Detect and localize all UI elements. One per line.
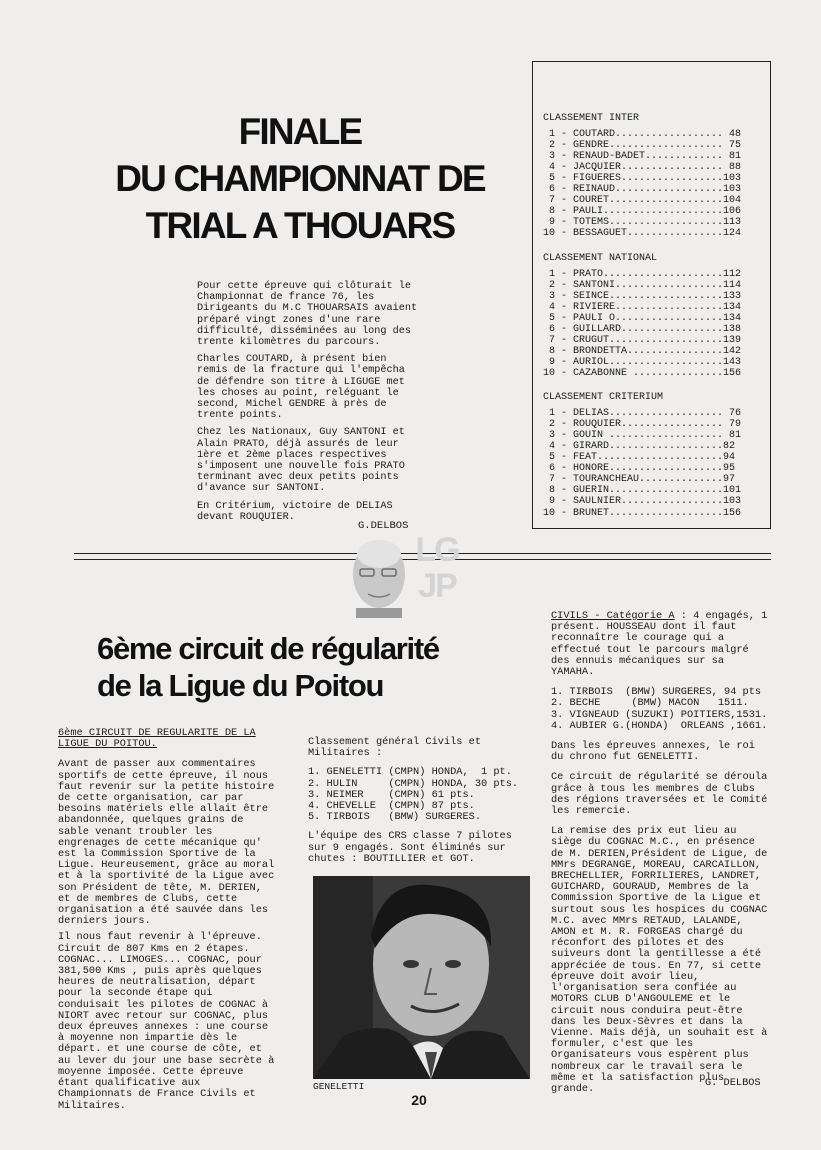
ranking-row: 3 - RENAUD-BADET............. 81 (543, 151, 742, 163)
article2-column-right (551, 611, 773, 1104)
result-row: 1. GENELETTI (CMPN) HONDA, 1 pt. (308, 766, 512, 779)
ranking-row: 2 - SANTONI..................114 (543, 279, 742, 291)
classement-title: CLASSEMENT INTER (543, 113, 640, 124)
ranking-row: 9 - TOTEMS...................113 (543, 217, 742, 229)
page-number: 20 (411, 1092, 427, 1108)
article2-author: G. DELBOS (705, 1077, 761, 1089)
classement-national (543, 253, 764, 380)
ranking-row: 10 - BESSAGUET................124 (543, 228, 742, 240)
result-row: 3. NEIMER (CMPN) 61 pts. (308, 788, 475, 801)
article2-column-left (58, 728, 280, 1117)
classement-criterium (543, 392, 764, 519)
ranking-row: 3 - GOUIN ................... 81 (543, 430, 742, 442)
classement-title: CLASSEMENT CRITERIUM (543, 392, 664, 404)
paragraph: Chez les Nationaux, Guy SANTONI et Alain PRATO, déjà assurés de leur 1ère et 2ème places respectives s'imposent une nouvelle fois PRATO terminant avec deux petits points d'avance sur SANTONI. (197, 427, 405, 495)
paragraph: L'équipe des CRS classe 7 pilotes sur 9 engagés. Sont éliminés sur chutes : BOUTILLIER et GOT. (308, 830, 512, 865)
ranking-row: 4 - JACQUIER................. 88 (543, 162, 742, 174)
result-row: 5. TIRBOIS (BMW) SURGERES. (308, 811, 482, 824)
results-list (308, 767, 533, 823)
headline-line: FINALE (238, 111, 362, 152)
ranking-row: 8 - GUERIN...................101 (543, 485, 742, 497)
ranking-row: 6 - REINAUD..................103 (543, 184, 742, 196)
ranking-row: 3 - SEINCE...................133 (543, 290, 742, 302)
classement-inter (543, 113, 764, 240)
category-heading: CIVILS - Catégorie A (551, 610, 675, 622)
ranking-row: 7 - CRUGUT...................139 (543, 334, 742, 346)
headline-line: DU CHAMPIONNAT DE (115, 158, 485, 199)
article2-subhead: 6ème CIRCUIT DE REGULARITE DE LA LIGUE DU POITOU. (58, 727, 256, 751)
result-row: 4. CHEVELLE (CMPN) 87 pts. (308, 800, 475, 813)
geneletti-photo (313, 876, 530, 1079)
ranking-row: 6 - HONORE...................95 (543, 463, 736, 475)
paragraph: Ce circuit de régularité se déroula grâce à tous les membres de Clubs des régions traversées et le Comité les remercie. (551, 771, 768, 818)
result-row: 4. AUBIER G.(HONDA) ORLEANS ,1661. (551, 719, 768, 732)
paragraph: Avant de passer aux commentaires sportifs de cette épreuve, il nous faut revenir sur la petite histoire de cette organisation, car par besoins matériels elle allait être abandonnée, quelques grains de sable venant troubler les engrenages de cette mécanique qu' est la Commission Sportive de la Ligue. Heureusement, grâce au moral et à la sportivité de la Ligue avec son Président de tête, M. DERIEN, et de membres de Clubs, cette organisation a été sauvée dans les derniers jours. (58, 758, 275, 928)
ranking-row: 5 - FEAT.....................94 (543, 452, 736, 464)
ranking-row: 4 - GIRARD...................82 (543, 441, 736, 453)
ranking-row: 10 - BRUNET...................156 (543, 507, 742, 519)
classement-title: CLASSEMENT NATIONAL (543, 252, 658, 264)
article1-body (197, 281, 419, 529)
result-row: 1. TIRBOIS (BMW) SURGERES, 94 pts (551, 686, 762, 699)
classement-box (532, 61, 771, 529)
ranking-row: 2 - GENDRE................... 75 (543, 140, 742, 152)
watermark-text: LG (415, 531, 459, 569)
paragraph (551, 611, 773, 678)
photo-caption: GENELETTI (313, 1081, 365, 1092)
paragraph: La remise des prix eut lieu au siège du COGNAC M.C., en présence de M. DERIEN,Président de Ligue, de MMrs DEGRANGE, MOREAU, CARCAILLON, BRECHELLIER, FORRILIERES, LANDRET, GUICHARD, GOURAUD, Membres de la Commission Sportive de la Ligue et surtout sous les hospices du COGNAC M.C. avec MMrs RETAUD, LALANDE, AMON et M. R. FORGEAS chargé du réconfort des pilotes et des suiveurs dont la gentillesse a été appréciée de tous. En 77, si cette épreuve doit avoir lieu, l'organisation sera confiée au MOTORS CLUB D'ANGOULEME et le circuit nous conduira peut-être dans les Deux-Sèvres et dans la Vienne. Mais déjà, un souhait est à formuler, c'est que les Organisateurs vous espèrent plus nombreux car le travail sera le même et la satisfaction plus grande. (551, 825, 768, 1095)
ranking-row: 5 - PAULI O..................134 (543, 312, 742, 324)
headline-line: de la Ligue du Poitou (97, 668, 384, 703)
result-row: 3. VIGNEAUD (SUZUKI) POITIERS,1531. (551, 708, 768, 721)
article2-column-middle (308, 737, 533, 873)
paragraph: En Critérium, victoire de DELIAS devant ROUQUIER. (197, 500, 393, 523)
ranking-row: 6 - GUILLARD.................138 (543, 323, 742, 335)
ranking-row: 10 - CAZABONNE ...............156 (543, 367, 742, 379)
result-row: 2. HULIN (CMPN) HONDA, 30 pts. (308, 777, 519, 790)
headline-line: 6ème circuit de régularité (97, 631, 439, 666)
article2-headline (97, 630, 527, 704)
article1-author: G.DELBOS (358, 520, 409, 532)
paragraph: Dans les épreuves annexes, le roi du chrono fut GENELETTI. (551, 740, 755, 764)
result-row: 2. BECHE (BMW) MACON 1511. (551, 697, 749, 710)
paragraph: Il nous faut revenir à l'épreuve. Circuit de 807 Kms en 2 étapes. COGNAC... LIMOGES... COGNAC, pour 381,500 Kms , puis après quelques heures de neutralisation, départ pour la seconde étape qui conduisait les pilotes de COGNAC à NIORT avec retour sur COGNAC, plus deux épreuves annexes : une course à moyenne non impartie dès le départ. et une course de côte, et au lever du jour une base secrète à moyenne imposée. Cette épreuve étant qualificative aux Championnats de France Civils et Militaires. (58, 931, 275, 1112)
ranking-row: 9 - SAULNIER.................103 (543, 496, 742, 508)
ranking-row: 9 - AURIOL...................143 (543, 356, 742, 368)
ranking-row: 4 - RIVIERE..................134 (543, 301, 742, 313)
results-list (551, 687, 773, 732)
ranking-row: 1 - PRATO....................112 (543, 268, 742, 280)
category-text: : 4 engagés, 1 présent. HOUSSEAU dont il faut reconnaître le courage qui a effectué tout le parcours malgré des ennuis mécaniques sur sa YAMAHA. (551, 610, 768, 679)
watermark-text: JP (418, 567, 456, 605)
headline-line: TRIAL A THOUARS (145, 205, 455, 246)
results-intro: Classement général Civils et Militaires : (308, 736, 482, 760)
ranking-row: 7 - COURET...................104 (543, 195, 742, 207)
paragraph: Pour cette épreuve qui clôturait le Championnat de france 76, les Dirigeants du M.C THOUARSAIS avaient préparé vingt zones d'une rare difficulté, disséminées au long des trente kilomètres du parcours. (197, 281, 418, 349)
ranking-row: 1 - COUTARD.................. 48 (543, 129, 742, 141)
article1-headline (70, 108, 530, 249)
ranking-row: 1 - DELIAS................... 76 (543, 408, 742, 420)
ranking-row: 8 - BRONDETTA................142 (543, 345, 742, 357)
watermark-logo (405, 532, 469, 612)
ranking-row: 5 - FIGUERES.................103 (543, 173, 742, 185)
ranking-row: 8 - PAULI....................106 (543, 206, 742, 218)
author-portrait-image (346, 532, 412, 618)
ranking-row: 7 - TOURANCHEAU..............97 (543, 474, 736, 486)
ranking-row: 2 - ROUQUIER................. 79 (543, 419, 742, 431)
paragraph: Charles COUTARD, à présent bien remis de la fracture qui l'empêcha de défendre son titre à LIGUGE met les choses au point, reléguant le second, Michel GENDRE à près de trente points. (197, 354, 405, 422)
